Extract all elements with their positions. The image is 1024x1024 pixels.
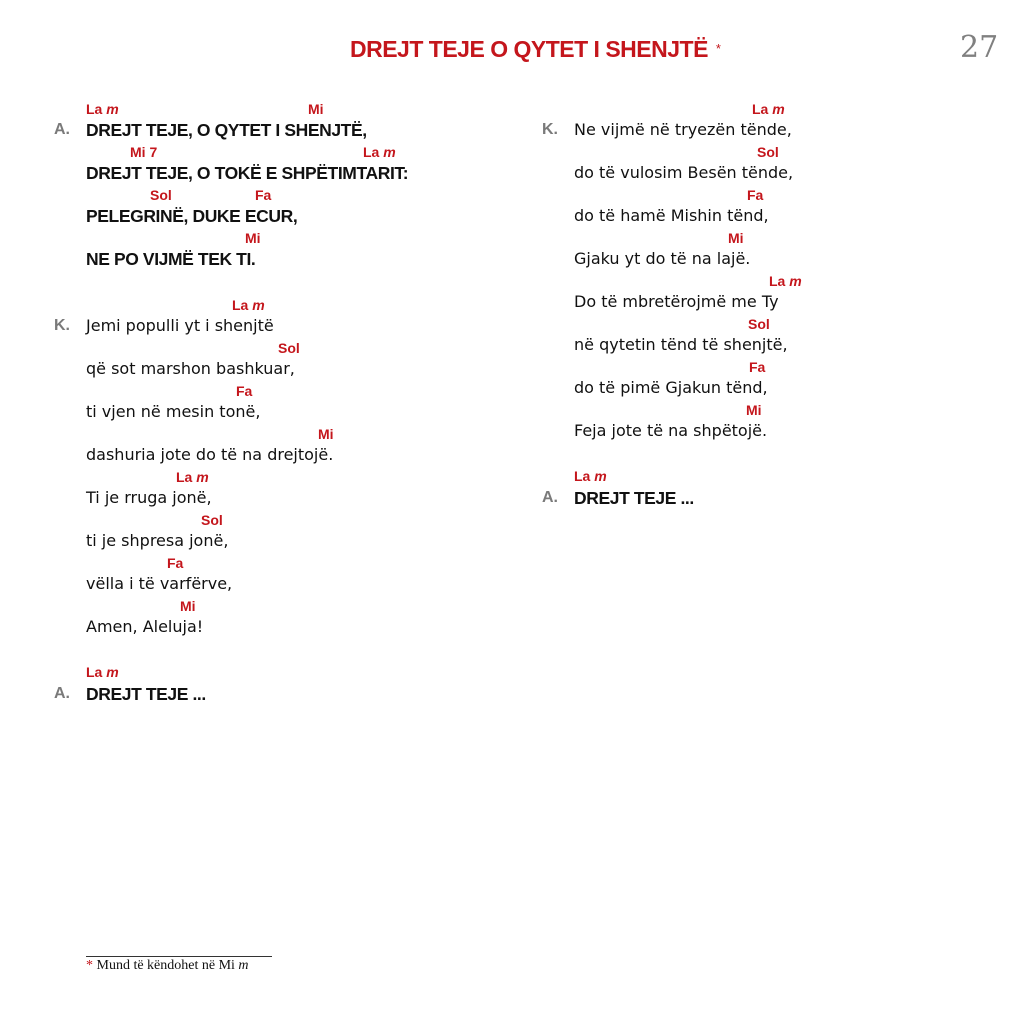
verse-line: do të pimë Gjakun tënd, xyxy=(574,378,768,397)
verse-line: Ne vijmë në tryezën tënde, xyxy=(574,120,792,139)
refrain-label: A. xyxy=(54,685,70,702)
chord: La m xyxy=(176,469,209,485)
chord: Sol xyxy=(278,340,300,356)
verse-line: Amen, Aleluja! xyxy=(86,617,204,636)
verse-line: Ti je rruga jonë, xyxy=(86,488,212,507)
refrain-line: DREJT TEJE, O TOKË E SHPËTIMTARIT: xyxy=(86,163,409,183)
verse-line: në qytetin tënd të shenjtë, xyxy=(574,335,788,354)
chord: Sol xyxy=(150,187,172,203)
chord: Mi xyxy=(308,101,324,117)
chord: Mi xyxy=(245,230,261,246)
chord: Mi 7 xyxy=(130,144,158,160)
chord: Fa xyxy=(749,359,766,375)
chord: La m xyxy=(363,144,396,160)
refrain-reprise: DREJT TEJE ... xyxy=(86,684,206,704)
chord: La m xyxy=(86,101,119,117)
refrain-line: DREJT TEJE, O QYTET I SHENJTË, xyxy=(86,120,367,140)
chord: Fa xyxy=(255,187,272,203)
chord: La m xyxy=(574,468,607,484)
chord: Fa xyxy=(236,383,253,399)
verse-line: Gjaku yt do të na lajë. xyxy=(574,249,751,268)
verse-line: do të hamë Mishin tënd, xyxy=(574,206,769,225)
verse-line: ti je shpresa jonë, xyxy=(86,531,229,550)
chord: Mi xyxy=(318,426,334,442)
chord: La m xyxy=(232,297,265,313)
footnote-star: * xyxy=(86,958,93,973)
refrain-line: PELEGRINË, DUKE ECUR, xyxy=(86,206,298,226)
verse-line: vëlla i të varfërve, xyxy=(86,574,233,593)
chord: Mi xyxy=(180,598,196,614)
chord: La m xyxy=(752,101,785,117)
chord: La m xyxy=(769,273,802,289)
chord: La m xyxy=(86,664,119,680)
verse-line: do të vulosim Besën tënde, xyxy=(574,163,794,182)
footnote-marker: * xyxy=(715,41,721,56)
page-number: 27 xyxy=(960,30,999,65)
song-title-text: DREJT TEJE O QYTET I SHENJTË xyxy=(350,36,708,62)
chord: Fa xyxy=(167,555,184,571)
chord: Sol xyxy=(201,512,223,528)
verse-line: Feja jote të na shpëtojë. xyxy=(574,421,768,440)
chord: Mi xyxy=(728,230,744,246)
verse-label: K. xyxy=(54,317,70,334)
refrain-line: NE PO VIJMË TEK TI. xyxy=(86,249,256,269)
song-title xyxy=(350,36,720,63)
footnote-minor: m xyxy=(238,958,249,973)
verse-line: Jemi populli yt i shenjtë xyxy=(86,316,274,335)
refrain-reprise: DREJT TEJE ... xyxy=(574,488,694,508)
refrain-label: A. xyxy=(542,489,558,506)
refrain-label: A. xyxy=(54,121,70,138)
chord: Sol xyxy=(757,144,779,160)
verse-line: që sot marshon bashkuar, xyxy=(86,359,295,378)
chord: Sol xyxy=(748,316,770,332)
chord: Fa xyxy=(747,187,764,203)
footnote xyxy=(86,958,249,974)
verse-line: dashuria jote do të na drejtojë. xyxy=(86,445,334,464)
verse-line: Do të mbretërojmë me Ty xyxy=(574,292,779,311)
verse-label: K. xyxy=(542,121,558,138)
footnote-rule xyxy=(86,956,272,957)
verse-line: ti vjen në mesin tonë, xyxy=(86,402,261,421)
chord: Mi xyxy=(746,402,762,418)
footnote-text: Mund të këndohet në Mi xyxy=(96,958,235,973)
